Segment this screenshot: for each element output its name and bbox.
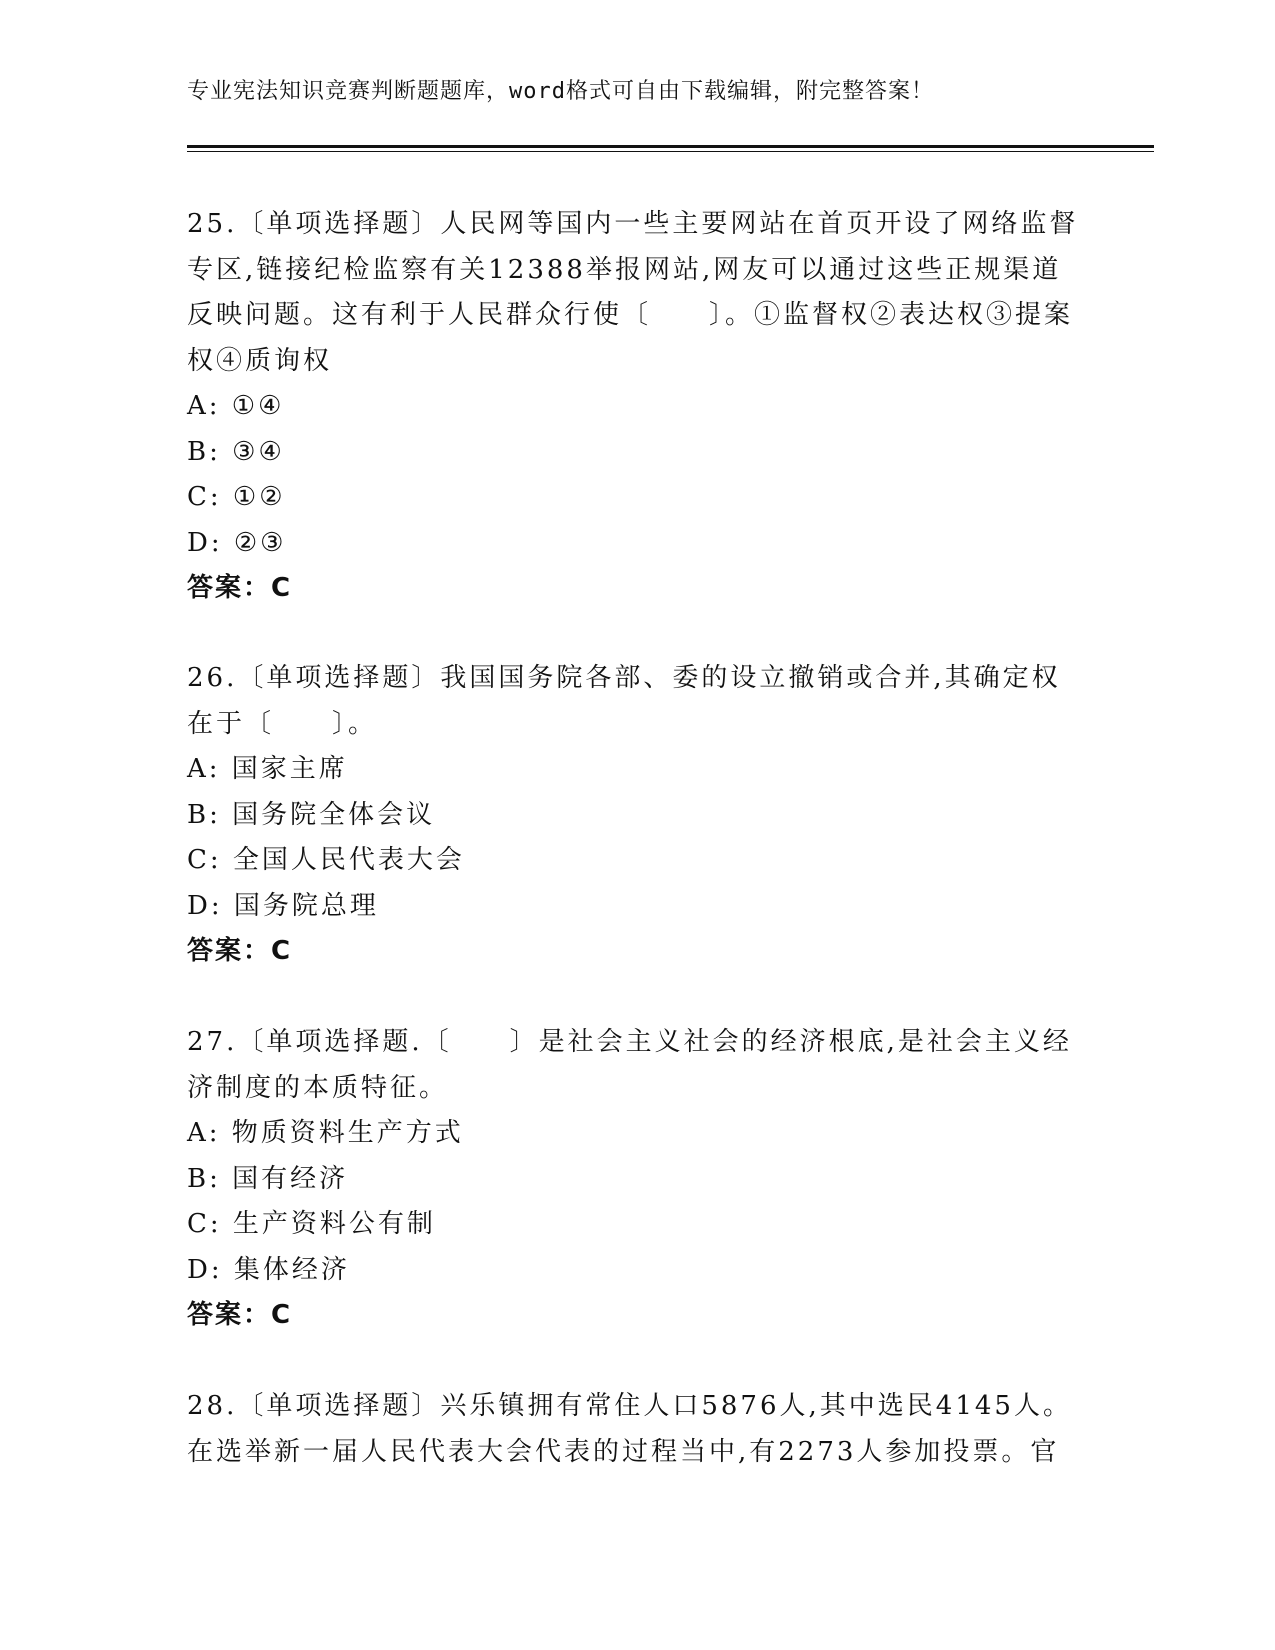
question-26 xyxy=(187,656,1067,975)
option-a: A: 物质资料生产方式 xyxy=(187,1118,464,1148)
question-stem-line: 在于〔 〕。 xyxy=(187,708,378,739)
option-c: C: ①② xyxy=(187,482,286,512)
answer-line: 答案：C xyxy=(187,573,293,603)
question-28 xyxy=(187,1384,1072,1475)
option-c: C: 生产资料公有制 xyxy=(187,1209,436,1239)
header-rule-thick xyxy=(187,145,1154,148)
option-b: B: ③④ xyxy=(187,436,285,467)
question-stem-line: 专区,链接纪检监察有关12388举报网站,网友可以通过这些正规渠道 xyxy=(187,254,1062,285)
header-rule-thin xyxy=(187,151,1154,152)
question-stem-line: 25.〔单项选择题〕人民网等国内一些主要网站在首页开设了网络监督 xyxy=(187,209,1079,239)
question-stem-line: 济制度的本质特征。 xyxy=(187,1072,449,1103)
option-b: B: 国务院全体会议 xyxy=(187,799,436,830)
option-a: A: ①④ xyxy=(187,391,285,421)
question-25 xyxy=(187,202,1079,612)
question-stem-line: 在选举新一届人民代表大会代表的过程当中,有2273人参加投票。官 xyxy=(187,1436,1060,1467)
option-d: D: 国务院总理 xyxy=(187,890,379,921)
question-stem-line: 27.〔单项选择题.〔 〕是社会主义社会的经济根底,是社会主义经 xyxy=(187,1027,1072,1057)
answer-line: 答案：C xyxy=(187,936,293,966)
answer-line: 答案：C xyxy=(187,1300,293,1330)
option-d: D: ②③ xyxy=(187,527,287,558)
question-stem-line: 反映问题。这有利于人民群众行使〔 〕。①监督权②表达权③提案 xyxy=(187,300,1074,330)
question-stem-line: 权④质询权 xyxy=(187,345,333,376)
question-stem-line: 26.〔单项选择题〕我国国务院各部、委的设立撤销或合并,其确定权 xyxy=(187,663,1061,693)
question-27 xyxy=(187,1020,1072,1339)
page-header-note: 专业宪法知识竞赛判断题题库，word格式可自由下载编辑，附完整答案！ xyxy=(187,79,934,104)
option-d: D: 集体经济 xyxy=(187,1254,350,1285)
option-c: C: 全国人民代表大会 xyxy=(187,845,465,875)
option-a: A: 国家主席 xyxy=(187,754,348,784)
question-stem-line: 28.〔单项选择题〕兴乐镇拥有常住人口5876人,其中选民4145人。 xyxy=(187,1391,1072,1421)
option-b: B: 国有经济 xyxy=(187,1163,349,1194)
